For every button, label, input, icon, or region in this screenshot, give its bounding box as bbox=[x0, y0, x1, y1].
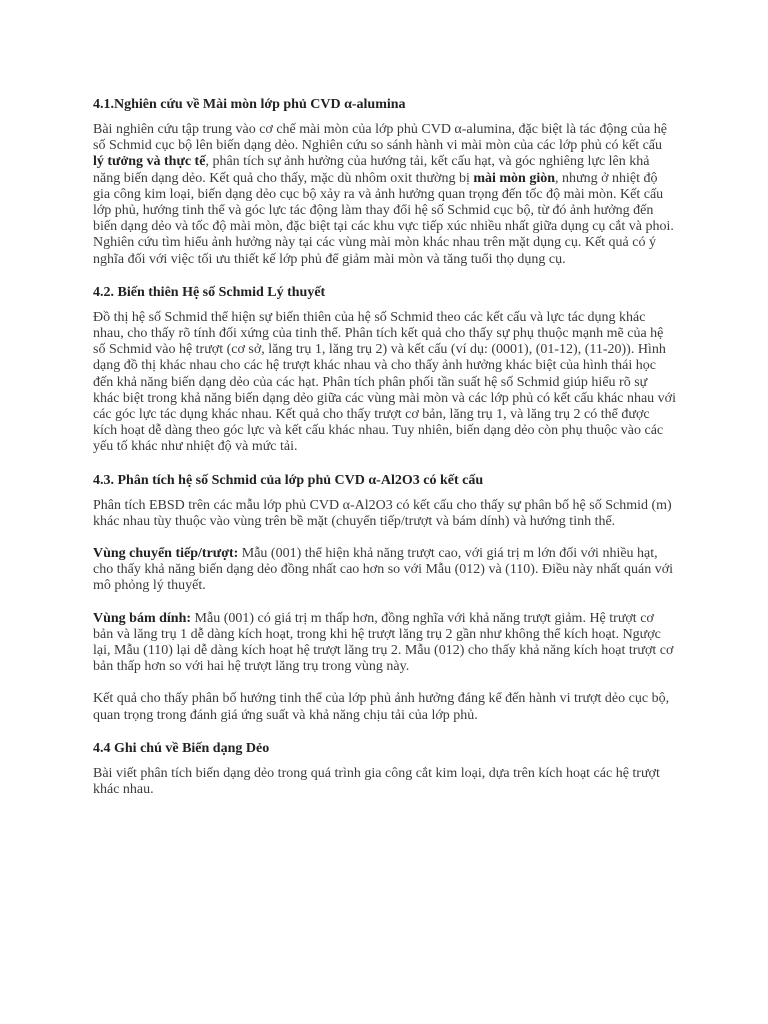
section-heading: 4.3. Phân tích hệ số Schmid của lớp phủ CVD α-Al2O3 có kết cấu bbox=[93, 472, 484, 488]
text-run: , nhưng ở nhiệt độ gia công kim loại, biến dạng dẻo cục bộ xảy ra và ảnh hưởng quan trọng đến tốc độ mài mòn. Kết cấu lớp phủ, hướng tinh thể và góc lực tác động làm thay đổi hệ số Schmid cục bộ, từ đó ảnh hưởng đến biến dạng dẻo và tốc độ mài mòn, đặc biệt tại các khu vực tiếp xúc nhiều nhất giữa dụng cụ cắt và phoi. Nghiên cứu tìm hiểu ảnh hưởng này tại các vùng mài mòn khác nhau trên mặt dụng cụ. Kết quả có ý nghĩa đối với việc tối ưu thiết kế lớp phủ để giảm mài mòn và tăng tuổi thọ dụng cụ. bbox=[93, 170, 674, 267]
paragraph bbox=[93, 611, 676, 676]
paragraph: Đồ thị hệ số Schmid thể hiện sự biến thiên của hệ số Schmid theo các kết cấu và lực tác dụng khác nhau, cho thấy rõ tính đối xứng của tinh thể. Phân tích kết quả cho thấy sự phụ thuộc mạnh mẽ của hệ số Schmid vào hệ trượt (cơ sở, lăng trụ 1, lăng trụ 2) và kết cấu (ví dụ: (0001), (01-12), (11-20)). Hình dạng đồ thị khác nhau cho các hệ trượt khác nhau và cho thấy ảnh hưởng khác biệt của hình thái học đến khả năng biến dạng dẻo của các hạt. Phân tích phân phối tần suất hệ số Schmid giúp hiểu rõ sự khác biệt trong khả năng biến dạng dẻo giữa các vùng mài mòn và các lớp phủ có kết cấu khác nhau với các góc lực tác dụng khác nhau. Kết quả cho thấy trượt cơ bản, lăng trụ 1, và lăng trụ 2 có thể được kích hoạt dễ dàng theo góc lực và kết cấu khác nhau. Tuy nhiên, biến dạng dẻo còn phụ thuộc vào các yếu tố khác như nhiệt độ và mức tải. bbox=[93, 309, 676, 455]
text-run: , phân tích sự ảnh hưởng của hướng tải, kết cấu hạt, và góc nghiêng lực lên khả năng biến dạng dẻo. Kết quả cho thấy, mặc dù nhôm oxit thường bị bbox=[93, 154, 650, 186]
bold-label: Vùng bám dính: bbox=[93, 610, 192, 626]
text-run: Bài nghiên cứu tập trung vào cơ chế mài mòn của lớp phủ CVD α-alumina, đặc biệt là tác động của hệ số Schmid cục bộ lên biến dạng dẻo. Nghiên cứu so sánh hành vi mài mòn của các lớp phủ có kết cấu bbox=[93, 122, 667, 154]
text-run: Mẫu (001) có giá trị m thấp hơn, đồng nghĩa với khả năng trượt giảm. Hệ trượt cơ bản và lăng trụ 1 dễ dàng kích hoạt, trong khi hệ trượt lăng trụ 2 gần như không thể kích hoạt. Ngược lại, Mẫu (110) lại dễ dàng kích hoạt hệ trượt lăng trụ 2. Mẫu (012) cho thấy khả năng kích hoạt trượt cơ bản thấp hơn so với hai hệ trượt lăng trụ trong vùng này. bbox=[93, 610, 674, 675]
bold-text: mài mòn giòn bbox=[473, 170, 556, 186]
paragraph bbox=[93, 546, 676, 595]
section-4-3 bbox=[93, 472, 676, 724]
paragraph: Kết quả cho thấy phân bố hướng tinh thể của lớp phủ ảnh hưởng đáng kể đến hành vi trượt dẻo cục bộ, quan trọng trong đánh giá ứng suất và khả năng chịu tải của lớp phủ. bbox=[93, 691, 670, 723]
paragraph bbox=[93, 122, 676, 268]
section-heading: 4.4 Ghi chú về Biến dạng Dẻo bbox=[93, 740, 270, 756]
section-heading: 4.1.Nghiên cứu về Mài mòn lớp phủ CVD α-alumina bbox=[93, 97, 406, 112]
paragraph: Phân tích EBSD trên các mẫu lớp phủ CVD α-Al2O3 có kết cấu cho thấy sự phân bố hệ số Schmid (m) khác nhau tùy thuộc vào vùng trên bề mặt (chuyển tiếp/trượt và bám dính) và hướng tinh thể. bbox=[93, 497, 672, 529]
text-run: Mẫu (001) thể hiện khả năng trượt cao, với giá trị m lớn đối với nhiều hạt, cho thấy khả năng biến dạng dẻo đồng nhất cao hơn so với Mẫu (012) và (110). Điều này nhất quán với mô phỏng lý thuyết. bbox=[93, 546, 673, 594]
section-heading: 4.2. Biến thiên Hệ số Schmid Lý thuyết bbox=[93, 284, 326, 300]
bold-label: Vùng chuyển tiếp/trượt: bbox=[93, 546, 239, 562]
section-4-1 bbox=[93, 96, 676, 268]
paragraph: Bài viết phân tích biến dạng dẻo trong quá trình gia công cắt kim loại, dựa trên kích hoạt các hệ trượt khác nhau. bbox=[93, 765, 660, 798]
section-4-4 bbox=[93, 740, 676, 798]
section-4-2 bbox=[93, 284, 676, 456]
bold-text: lý tưởng và thực tế bbox=[93, 154, 206, 170]
